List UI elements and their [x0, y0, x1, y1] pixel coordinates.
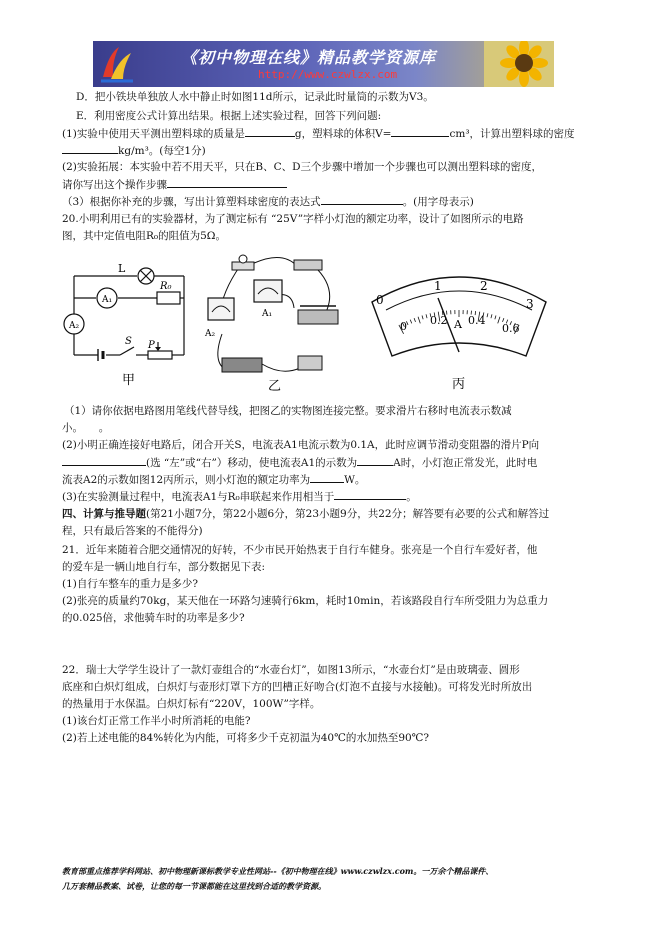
section4-heading-cont: 程，只有最后答案的不能得分) [62, 525, 203, 537]
page-footer [62, 864, 493, 894]
q20-intro-cont: 图，其中定值电阻R₀的阻值为5Ω。 [62, 230, 227, 242]
label-a1: A₁ [102, 295, 113, 305]
rheostat-device [298, 310, 338, 324]
ammeter-a1-device [254, 280, 282, 302]
q22-line1: 22．瑞士大学学生设计了一款灯壶组合的“水壶台灯”，如图13所示，“水壶台灯”是由玻璃壶、圆形 [62, 664, 520, 676]
q21-line1: 21．近年来随着合肥交通情况的好转，不少市民开始热衷于自行车健身。张亮是一个自行车爱好者，他 [62, 544, 538, 556]
scale-bottom-0: 0 [400, 320, 407, 333]
q19-part3: （3）根据你补充的步骤，写出计算塑料球密度的表达式 。(用字母表示) [62, 196, 474, 208]
q20-sub2-cont2: 流表A2的示数如图12丙所示，则小灯泡的额定功率为 W。 [62, 474, 366, 486]
q20-sub2: (2)小明正确连接好电路后，闭合开关S，电流表A1电流示数为0.1A，此时应调节滑动变阻器的滑片P向 [62, 439, 540, 451]
scale-top-0: 0 [376, 293, 384, 307]
banner-title: 《初中物理在线》精品教学资源库 [181, 48, 437, 67]
switch-device [298, 356, 322, 370]
section4-heading: 四、计算与推导题(第21小题7分，第22小题6分，第23小题9分，共22分；解答要有必要的公式和解答过 [62, 508, 550, 520]
label-r0: R₀ [160, 281, 172, 292]
circuit-diagram-jia [62, 258, 202, 390]
scale-bottom-3: 0.6 [502, 322, 520, 335]
scale-top-2: 2 [480, 279, 488, 293]
label-p: P [148, 340, 155, 351]
scale-bottom-2: 0.4 [468, 314, 486, 327]
q19-part1-cont: kg/m³。(每空1分) [62, 143, 206, 158]
q21-part1: (1)自行车整车的重力是多少? [62, 578, 199, 590]
ammeter-dial-bing [366, 268, 552, 392]
site-logo [97, 43, 137, 85]
circuit-photo-yi [202, 252, 342, 392]
footer-line1: 教育部重点推荐学科网站、初中物理新课标教学专业性网站--《初中物理在线》www.czwlzx.com。一万余个精品课件、 [62, 866, 494, 876]
q20-sub1-cont: 小。 。 [62, 422, 110, 434]
label-bing: 丙 [452, 377, 466, 392]
scale-top-1: 1 [434, 279, 442, 293]
banner-url[interactable]: http://www.czwlzx.com [258, 68, 398, 81]
q22-part1: (1)该台灯正常工作半小时所消耗的电能? [62, 715, 251, 727]
q20-intro: 20.小明利用已有的实验器材，为了测定标有 “25V”字样小灯泡的额定功率，设计了如图所示的电路 [62, 213, 524, 225]
q21-part2-cont: 的0.025倍，求他骑车时的功率是多少? [62, 612, 245, 624]
q19-step-e: E．利用密度公式计算出结果。根据上述实验过程，回答下列问题: [76, 110, 382, 122]
q19-part1: (1)实验中使用天平测出塑料球的质量是 g，塑料球的体积V= cm³，计算出塑料球的密度 [62, 128, 575, 140]
rheostat-icon [148, 351, 172, 359]
resistor-board-icon [294, 260, 322, 270]
q19-part2-cont: 请你写出这个操作步骤 [62, 177, 287, 192]
q21-line2: 的爱车是一辆山地自行车，部分数据见下表: [62, 561, 266, 573]
q19-part2: (2)实验拓展：本实验中若不用天平，只在B、C、D三个步骤中增加一个步骤也可以测出塑料球的密度， [62, 161, 543, 173]
ammeter-a2-device [208, 298, 234, 320]
q22-line2: 底座和白炽灯组成，白炽灯与壶形灯罩下方的凹槽正好吻合(灯泡不直接与水接触)。可将发光时所放出 [62, 681, 533, 693]
footer-line2: 几万套精品教案、试卷，让您的每一节课都能在这里找到合适的教学资源。 [62, 881, 326, 891]
q19-step-d: D．把小铁块单独放人水中静止时如图11d所示，记录此时量筒的示数为V3。 [76, 91, 434, 103]
label-l: L [118, 262, 126, 275]
q20-sub3: (3)在实验测量过程中，电流表A1与R₀串联起来作用相当于 。 [62, 491, 417, 503]
label-yi-a2: A₂ [205, 329, 216, 339]
q20-sub1: （1）请你依据电路图用笔线代替导线，把图乙的实物图连接完整。要求滑片右移时电流表示数减 [64, 405, 512, 417]
meter-unit-a: A [454, 318, 462, 331]
q20-sub2-cont: (选 “左”或“右”）移动，使电流表A1的示数为 A时，小灯泡正常发光，此时电 [62, 455, 537, 470]
scale-top-3: 3 [526, 297, 534, 311]
q22-part2: (2)若上述电能的84%转化为内能，可将多少千克初温为40℃的水加热至90℃? [62, 732, 430, 744]
sunflower-icon [484, 41, 554, 87]
label-jia: 甲 [122, 373, 136, 388]
scale-bottom-1: 0.2 [430, 314, 448, 327]
resistor-r0-icon [157, 292, 180, 304]
label-yi: 乙 [268, 379, 282, 392]
battery-device [222, 358, 262, 372]
q21-part2: (2)张亮的质量约70kg，某天他在一环路匀速骑行6km，耗时10min，若该路段自行车所受阻力为总重力 [62, 595, 549, 607]
header-banner [93, 41, 554, 87]
label-s: S [125, 336, 132, 347]
q22-line3: 的热量用于水保温。白炽灯标有“220V，100W”字样。 [62, 698, 321, 710]
label-a2: A₂ [69, 321, 80, 331]
label-yi-a1: A₁ [262, 309, 273, 319]
